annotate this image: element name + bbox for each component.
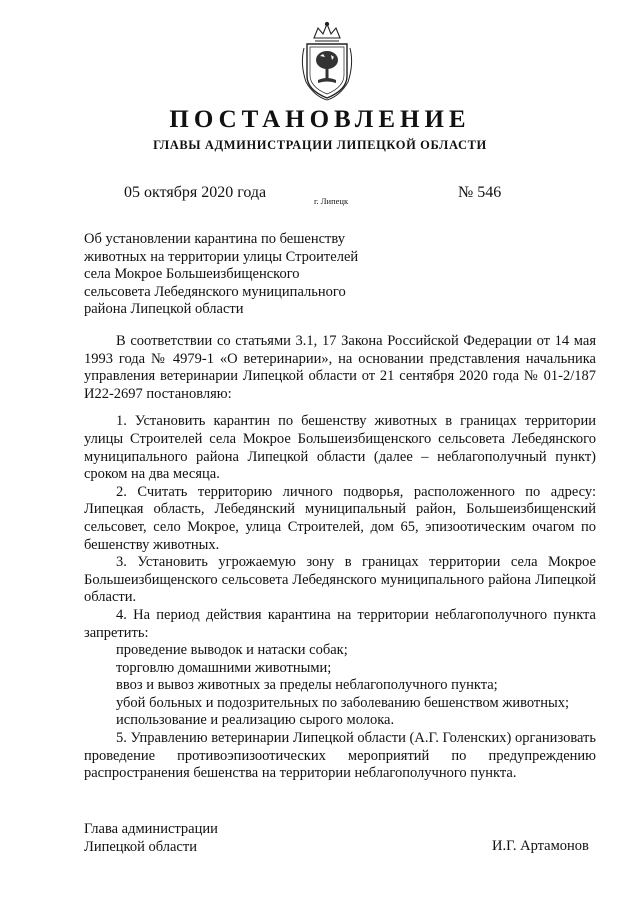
point-3: 3. Установить угрожаемую зону в границах территории села Мокрое Большеизбищенского сельсовета Лебедянского муниципального района Липецкой области. — [84, 554, 596, 606]
subject-line: района Липецкой области — [84, 301, 244, 317]
document-subtitle: ГЛАВЫ АДМИНИСТРАЦИИ ЛИПЕЦКОЙ ОБЛАСТИ — [153, 138, 487, 152]
subject-line: сельсовета Лебедянского муниципального — [84, 283, 346, 300]
document-date: 05 октября 2020 года — [124, 184, 267, 201]
prohibition-item: убой больных и подозрительных по заболеванию бешенством животных; — [116, 694, 570, 711]
subject-line: животных на территории улицы Строителей — [84, 248, 359, 265]
preamble-paragraph: В соответствии со статьями 3.1, 17 Закона Российской Федерации от 14 мая 1993 года № 4979-1 «О ветеринарии», на основании представления начальника управления ветеринарии Липецкой области от 21 сентября 2020 года № 01-2/187 И22-2697 постановляю: — [84, 333, 596, 402]
point-4: 4. На период действия карантина на территории неблагополучного пункта запретить: — [84, 606, 596, 641]
prohibition-item: проведение выводок и натаски собак; — [116, 642, 348, 659]
point-2: 2. Считать территорию личного подворья, расположенного по адресу: Липецкая область, Лебедянский муниципальный район, Большеизбищенский сельсовет, село Мокрое, улица Строителей, дом 65, эпизоотическим очагом по бешенству животных. — [84, 483, 596, 553]
subject-line: Об установлении карантина по бешенству — [84, 231, 345, 247]
prohibition-item: ввоз и вывоз животных за пределы неблагополучного пункта; — [116, 677, 498, 694]
document-number: № 546 — [458, 184, 502, 201]
signatory-position — [84, 820, 218, 856]
point-1: 1. Установить карантин по бешенству животных в границах территории улицы Строителей села Мокрое Большеизбищенского сельсовета Лебедянского муниципального района Липецкой области (далее – неблагополучный пункт) сроком на два месяца. — [84, 413, 596, 483]
document-body — [84, 333, 596, 783]
signatory-position-line: Глава администрации — [84, 821, 218, 837]
document-city: г. Липецк — [314, 196, 349, 206]
prohibition-item: торговлю домашними животными; — [116, 659, 332, 676]
point-5: 5. Управлению ветеринарии Липецкой области (А.Г. Голенских) организовать проведение противоэпизоотических мероприятий по предупреждению распространения бешенства на территории неблагополучного пункта. — [84, 730, 596, 782]
coat-of-arms-emblem — [298, 20, 356, 102]
document-title: ПОСТАНОВЛЕНИЕ — [169, 106, 471, 133]
document-subject — [84, 231, 384, 319]
subject-line: села Мокрое Большеизбищенского — [84, 266, 300, 282]
prohibition-item: использование и реализацию сырого молока. — [116, 712, 395, 729]
signatory-position-line: Липецкой области — [84, 839, 197, 855]
signatory-name: И.Г. Артамонов — [492, 838, 589, 854]
